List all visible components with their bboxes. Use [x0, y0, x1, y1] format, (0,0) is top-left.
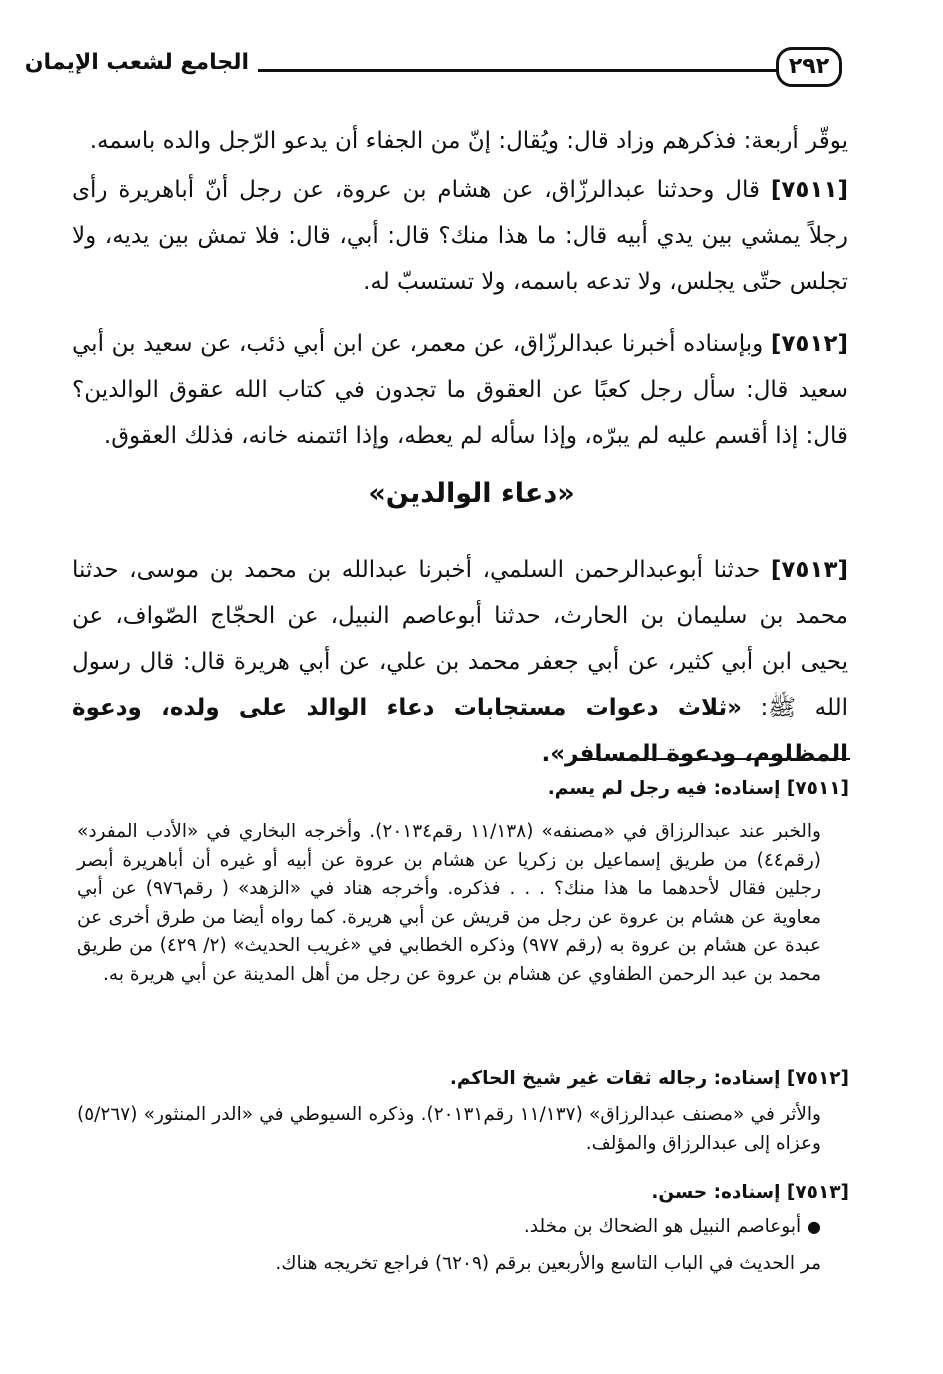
section-heading: «دعاء الوالدين»: [368, 478, 575, 509]
bullet-text: أبوعاصم النبيل هو الضحاك بن مخلد.: [523, 1216, 802, 1237]
hadith-number: [٧٥١٣]: [770, 557, 848, 583]
paragraph-continuation: [72, 118, 848, 164]
footnote-7512-heading: [٧٥١٢] إسناده: رجاله ثقات غير شيخ الحاكم.: [449, 1068, 849, 1089]
footnote-7513-heading: [٧٥١٣] إسناده: حسن.: [651, 1182, 849, 1203]
hadith-number: [٧٥١٢]: [770, 331, 849, 357]
header-rule: [258, 69, 776, 72]
hadith-7511: [72, 167, 848, 305]
hadith-text: قال وحدثنا عبدالرزّاق، عن هشام بن عروة، عن رجل أنّ أباهريرة رأى رجلاً يمشي بين يدي أبيه قال: ما هذا منك؟ قال: أبي، قال: فلا تمش بين يديه، ولا تجلس حتّى يجلس، ولا تدعه باسمه، ولا تستسبّ له.: [72, 177, 848, 295]
hadith-quote: «ثلاث دعوات مستجابات دعاء الوالد على ولده، ودعوة المظلوم، ودعوة المسافر».: [72, 695, 848, 767]
paragraph-text: يوقّر أربعة: فذكرهم وزاد قال: ويُقال: إنّ من الجفاء أن يدعو الرّجل والده باسمه.: [89, 128, 848, 154]
page-number: ٢٩٢: [776, 47, 842, 87]
bullet-icon: ●: [807, 1217, 821, 1236]
footnote-separator: [574, 758, 850, 760]
hadith-7512: [72, 321, 848, 459]
running-header-title: الجامع لشعب الإيمان: [24, 50, 249, 75]
footnote-7511-body: والخبر عند عبدالرزاق في «مصنفه» (١١/١٣٨ رقم٢٠١٣٤). وأخرجه البخاري في «الأدب المفرد» (رقم٤٤) من طريق إسماعيل بن زكريا عن هشام بن عروة عن أبيه أو غيره أن أباهريرة أبصر رجلين فقال لأحدهما ما هذا منك؟ . . . فذكره. وأخرجه هناد في «الزهد» ( رقم٩٧٦) عن أبي معاوية عن هشام بن عروة عن رجل من قريش عن أبي هريرة. كما رواه أيضا من طرق أخرى عن عبدة عن هشام بن عروة به (رقم ٩٧٧) وذكره الخطابي في «غريب الحديث» (٢/ ٤٢٩) من طريق محمد بن عبد الرحمن الطفاوي عن هشام بن عروة عن رجل من أهل المدينة عن أبي هريرة به.: [77, 821, 822, 985]
footnote-7511-heading: [٧٥١١] إسناده: فيه رجل لم يسم.: [547, 778, 849, 799]
hadith-text: حدثنا أبوعبدالرحمن السلمي، أخبرنا عبدالله بن محمد بن موسى، حدثنا محمد بن سليمان بن الحارث، حدثنا أبوعاصم النبيل، عن الحجّاج الصّواف، عن يحيى ابن أبي كثير، عن أبي جعفر محمد بن علي، عن أبي هريرة قال: قال رسول الله ﷺ:: [72, 557, 849, 721]
hadith-text: وبإسناده أخبرنا عبدالرزّاق، عن معمر، عن ابن أبي ذئب، عن سعيد بن أبي سعيد قال: سأل رجل كعبًا عن العقوق ما تجدون في كتاب الله عقوق الوالدين؟ قال: إذا أقسم عليه لم يبرّه، وإذا سأله لم يعطه، وإذا ائتمنه خانه، فذلك العقوق.: [72, 331, 848, 449]
footnote-7513-bullet: [77, 1213, 821, 1242]
footnote-7513-crossref: مر الحديث في الباب التاسع والأربعين برقم (٦٢٠٩) فراجع تخريجه هناك.: [275, 1253, 821, 1274]
hadith-number: [٧٥١١]: [770, 177, 848, 203]
footnote-7512-body: والأثر في «مصنف عبدالرزاق» (١١/١٣٧ رقم٢٠١٣١). وذكره السيوطي في «الدر المنثور» (٥/٢٦٧) وعزاه إلى عبدالرزاق والمؤلف.: [77, 1104, 821, 1154]
hadith-7513: [72, 547, 848, 777]
